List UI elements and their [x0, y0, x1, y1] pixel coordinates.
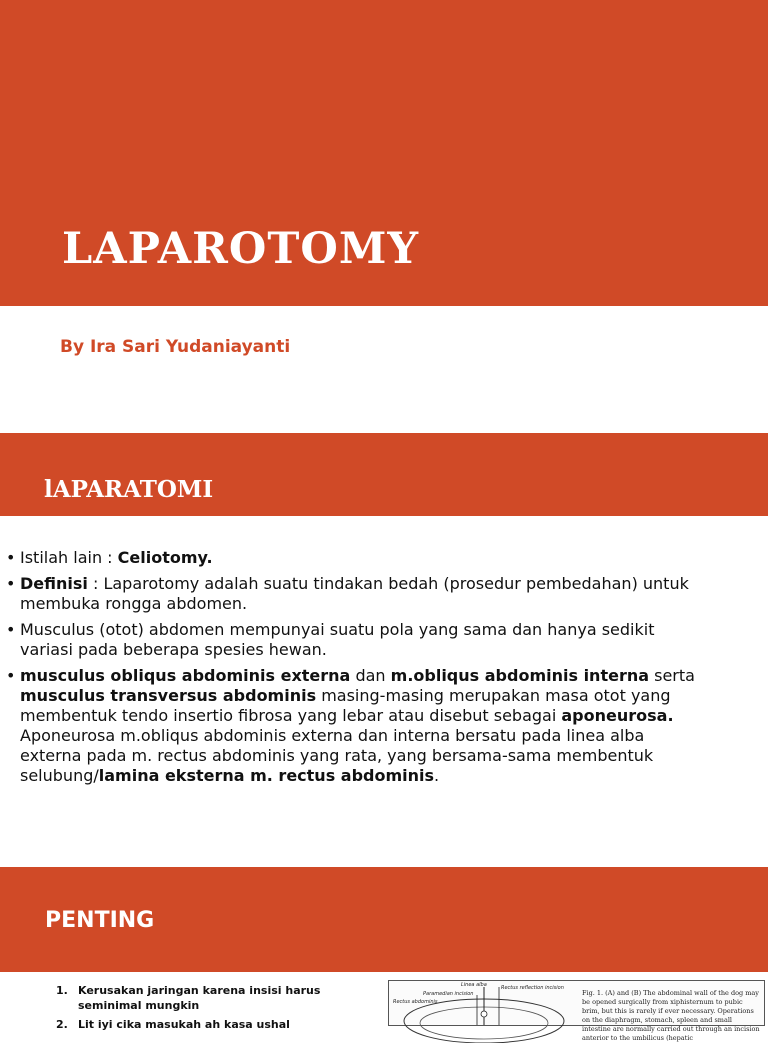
bullet-item [4, 620, 704, 660]
figure-caption: Fig. 1. (A) and (B) The abdominal wall of the dog may be opened surgically from xiphisternum to pubic brim, but this is rarely if ever necessary. Operations on the diaphragm, stomach, spleen and small intestine are normally carried out through an incision anterior to the umbilicus (hepatic [582, 989, 760, 1042]
slide-title: LAPAROTOMY [62, 224, 420, 274]
bullet-text-run: Aponeurosa m.obliqus abdominis externa dan interna bersatu pada linea alba externa pada m. rectus abdominis yang rata, yang bersama-sama membentuk selubung/ [20, 726, 654, 785]
section-band [0, 433, 768, 516]
bullet-item [4, 574, 704, 614]
bullet-bold-run: aponeurosa. [561, 706, 674, 725]
bullet-text-run: Istilah lain : [20, 548, 118, 567]
item-number: 1. [56, 984, 68, 997]
section-title-penting: PENTING [45, 908, 155, 933]
bullet-text-run: masing-masing merupakan masa otot yang membentuk tendo insertio fibrosa yang lebar atau disebut sebagai [20, 686, 671, 725]
bullet-text-run: Musculus (otot) abdomen mempunyai suatu pola yang sama dan hanya sedikit variasi pada beberapa spesies hewan. [20, 620, 655, 659]
umbilicus-mark [481, 1011, 487, 1017]
bullet-text-run: . [434, 766, 440, 785]
anatomy-figure [388, 980, 765, 1042]
abdominal-wall-diagram [389, 981, 579, 1025]
numbered-item [56, 983, 378, 1013]
item-text: Lit iyi cika masukah ah kasa ushal [78, 1018, 290, 1031]
bullet-text-run: : Laparotomy adalah suatu tindakan bedah (prosedur pembedahan) untuk membuka rongga abdomen. [20, 574, 689, 613]
bullet-bold-run: m.obliqus abdominis interna [390, 666, 650, 685]
bullet-item [4, 666, 704, 786]
section-title: lAPARATOMI [44, 476, 214, 503]
label-rectus-abdominis: Rectus abdominis [393, 999, 438, 1005]
label-linea-alba: Linea alba [461, 982, 487, 988]
bullet-bold-run: musculus obliqus abdominis externa [20, 666, 351, 685]
label-rectus-reflection: Rectus reflection incision [501, 985, 564, 991]
item-number: 2. [56, 1018, 68, 1031]
bullet-bold-run: Celiotomy. [117, 548, 213, 567]
item-text: Kerusakan jaringan karena insisi harus seminimal mungkin [78, 984, 321, 1012]
bullet-list [4, 548, 704, 792]
bullet-item [4, 548, 704, 568]
numbered-list [56, 983, 378, 1036]
bullet-text-run: dan [350, 666, 391, 685]
author-line: By Ira Sari Yudaniayanti [60, 337, 291, 357]
bullet-bold-run: lamina eksterna m. rectus abdominis [98, 766, 435, 785]
bullet-bold-run: Definisi [20, 574, 88, 593]
label-paramedian: Paramedian incision [423, 991, 474, 997]
bullet-bold-run: musculus transversus abdominis [20, 686, 317, 705]
numbered-item [56, 1017, 378, 1032]
bullet-text-run: serta [649, 666, 695, 685]
